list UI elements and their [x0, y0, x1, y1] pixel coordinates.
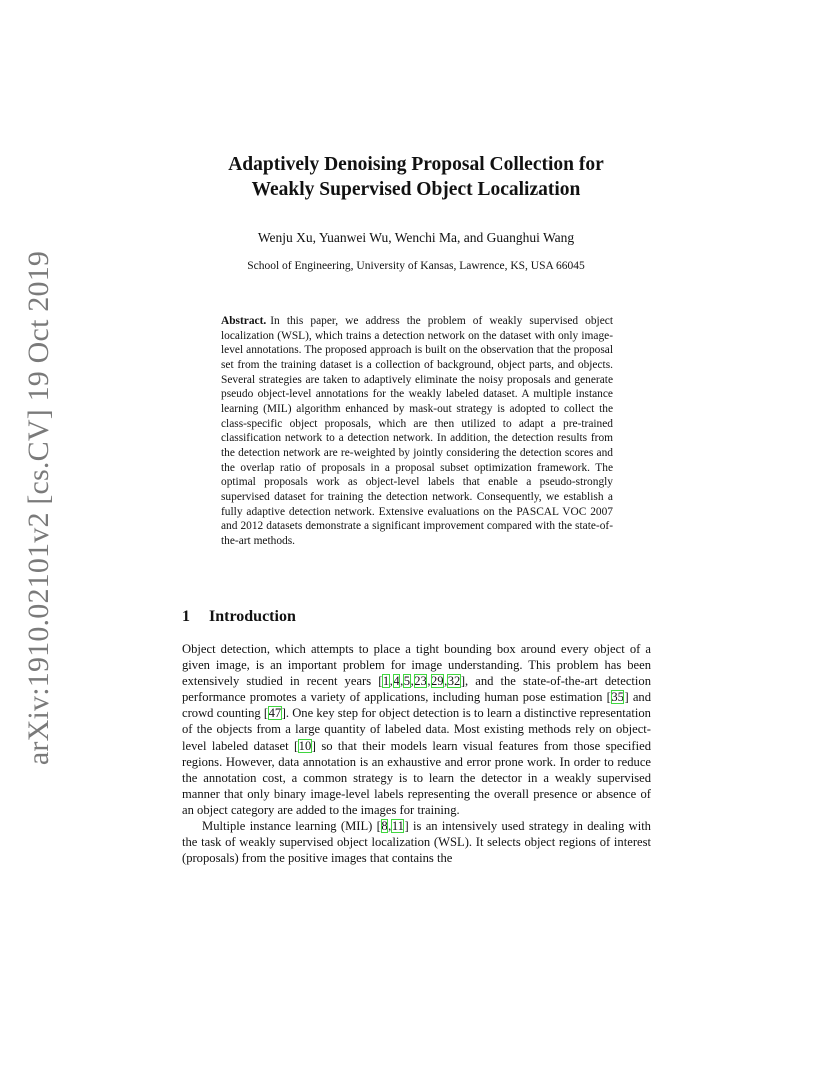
arxiv-identifier-text: arXiv:1910.02101v2 [cs.CV] 19 Oct 2019 — [22, 250, 56, 766]
paper-title-line-1: Adaptively Denoising Proposal Collection for — [228, 154, 604, 175]
paragraph-text: ] is an intensively used strategy in dealing with the task of weakly supervised object localization (WSL). It selects object regions of interest (proposals) from the positive images that contains the — [182, 819, 651, 866]
citation-link[interactable]: 11 — [391, 819, 404, 834]
paragraph-text: ] and crowd counting [ — [182, 690, 652, 721]
paragraph-text: ] so that their models learn visual features from those specified regions. However, data annotation is an exhaustive and error prone work. In order to reduce the annotation cost, a common strategy is to learn the detector in a weakly supervised manner that only binary image-level labels representing the overall presence or absence of an object category are added to the images for training. — [182, 738, 651, 817]
paragraph-2 — [182, 818, 651, 866]
section-heading-introduction — [182, 607, 296, 627]
paragraph-1 — [182, 641, 651, 818]
paragraph-text: ], and the state-of-the-art detection performance promotes a variety of applications, including human pose estimation [ — [182, 674, 651, 705]
citation-group: 1,4,5,23,29,32 — [382, 674, 461, 689]
abstract-label: Abstract. — [221, 315, 267, 327]
abstract-block — [221, 314, 613, 549]
citation-link[interactable]: 35 — [611, 690, 624, 705]
citation-link[interactable]: 8 — [381, 819, 388, 834]
paper-title — [160, 152, 672, 202]
citation-link[interactable]: 23 — [414, 674, 427, 689]
citation-link[interactable]: 5 — [403, 674, 411, 689]
citation-group: 8,11 — [381, 819, 404, 834]
section-number: 1 — [182, 608, 190, 625]
abstract-text: In this paper, we address the problem of weakly supervised object localization (WSL), which trains a detection network on the dataset with only image-level annotations. The proposed approach is built on the observation that the proposal set from the training dataset is a collection of background, object parts, and objects. Several strategies are taken to adaptively eliminate the noisy proposals and generate pseudo object-level annotations for the weakly labeled dataset. A multiple instance learning (MIL) algorithm enhanced by mask-out strategy is adopted to collect the class-specific object proposals, which are then utilized to adapt a pre-trained classification network to a detection network. In addition, the detection results from the detection network are re-weighted by jointly considering the detection scores and the overlap ratio of proposals in a proposal subset optimization framework. The optimal proposals work as object-level labels that enable a pseudo-strongly supervised dataset for training the detection network. Consequently, we establish a fully adaptive detection network. Extensive evaluations on the PASCAL VOC 2007 and 2012 datasets demonstrate a significant improvement compared with the state-of-the-art methods. — [221, 315, 613, 547]
citation-link[interactable]: 47 — [268, 706, 282, 721]
paragraph-text: Multiple instance learning (MIL) [ — [202, 819, 381, 834]
citation-link[interactable]: 29 — [431, 674, 444, 689]
paper-title-line-2: Weakly Supervised Object Localization — [251, 179, 581, 200]
citation-link[interactable]: 1 — [382, 674, 390, 689]
citation-link[interactable]: 32 — [447, 674, 461, 689]
citation-link[interactable]: 4 — [393, 674, 400, 689]
arxiv-identifier-stamp — [14, 250, 64, 766]
introduction-body — [182, 641, 651, 866]
author-affiliation: School of Engineering, University of Kansas, Lawrence, KS, USA 66045 — [247, 260, 585, 272]
paragraph-text: Object detection, which attempts to place a tight bounding box around every object of a given image, is an important problem for image understanding. This problem has been extensively studied in recent years [ — [182, 642, 651, 689]
author-list: Wenju Xu, Yuanwei Wu, Wenchi Ma, and Guanghui Wang — [257, 230, 575, 245]
section-title: Introduction — [209, 608, 296, 625]
citation-link[interactable]: 10 — [298, 738, 312, 753]
paragraph-text: ]. One key step for object detection is to learn a distinctive representation of the objects from a large quantity of labeled data. Most existing methods rely on object-level labeled dataset [ — [182, 706, 651, 753]
